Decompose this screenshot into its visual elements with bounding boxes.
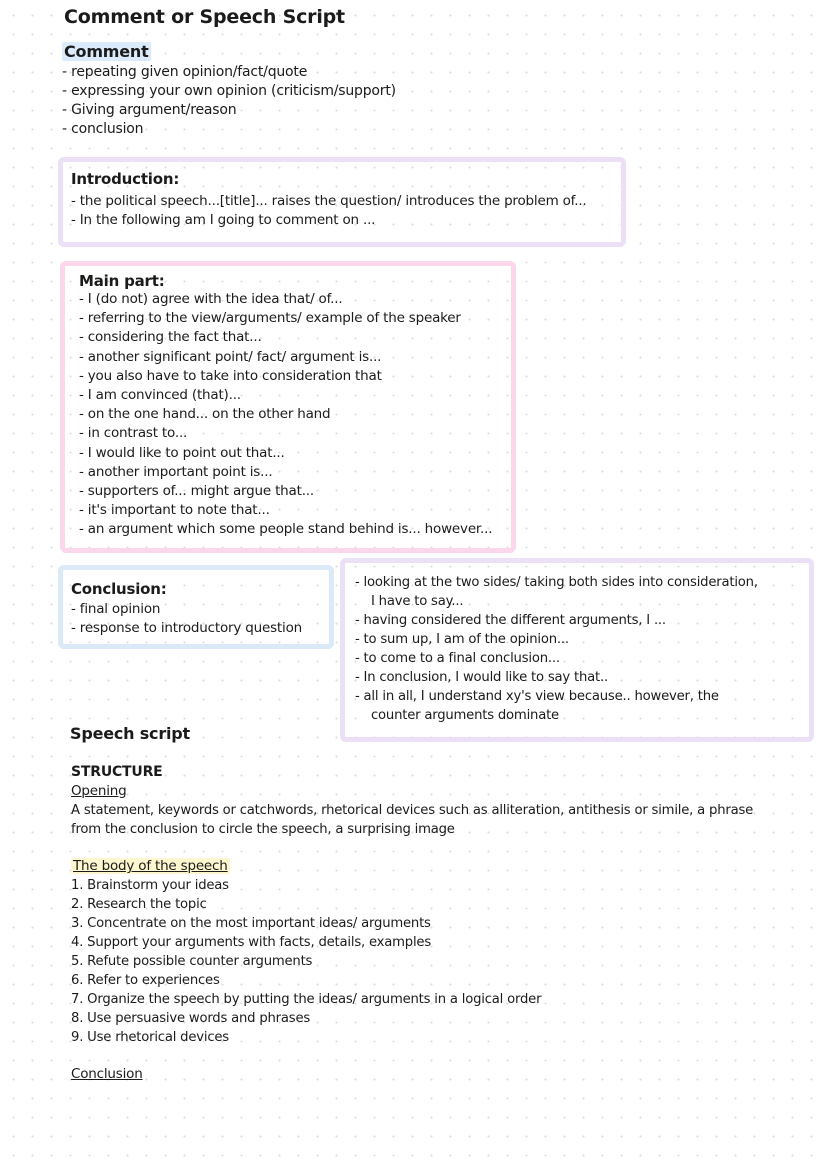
list-item: - in contrast to... xyxy=(79,425,188,442)
list-item: - I am convinced (that)... xyxy=(79,387,241,404)
list-item: 1. Brainstorm your ideas xyxy=(71,878,229,893)
opening-text-line: A statement, keywords or catchwords, rhetorical devices such as alliteration, antithesis or simile, a phrase xyxy=(71,803,754,818)
conclusion-phrases-box xyxy=(340,558,814,742)
comment-heading-label: Comment xyxy=(64,42,149,61)
list-item: - to come to a final conclusion... xyxy=(355,651,560,666)
list-item: 7. Organize the speech by putting the ideas/ arguments in a logical order xyxy=(71,992,542,1007)
list-item: - an argument which some people stand behind is... however... xyxy=(79,521,493,538)
list-item: - I (do not) agree with the idea that/ of... xyxy=(79,291,343,307)
comment-section xyxy=(62,42,396,139)
comment-list xyxy=(62,63,396,139)
introduction-heading: Introduction: xyxy=(71,170,180,188)
list-item: 3. Concentrate on the most important ideas/ arguments xyxy=(71,916,431,931)
introduction-list xyxy=(71,192,587,230)
list-item: - repeating given opinion/fact/quote xyxy=(62,64,308,80)
list-item: 8. Use persuasive words and phrases xyxy=(71,1011,311,1026)
list-item: - the political speech...[title]... raises the question/ introduces the problem of... xyxy=(71,193,587,209)
list-item: - conclusion xyxy=(62,121,144,137)
structure-label: STRUCTURE xyxy=(71,764,163,780)
conclusion-box xyxy=(58,565,334,649)
body-label-text: The body of the speech xyxy=(73,858,228,874)
list-item: I have to say... xyxy=(371,594,464,609)
body-list xyxy=(71,876,816,1047)
list-item: - to sum up, I am of the opinion... xyxy=(355,632,569,647)
list-item: - expressing your own opinion (criticism/support) xyxy=(62,83,396,99)
list-item: - another important point is... xyxy=(79,463,273,480)
list-item: - considering the fact that... xyxy=(79,329,262,346)
list-item: - having considered the different arguments, I ... xyxy=(355,613,666,628)
conclusion-list xyxy=(71,600,302,638)
opening-label: Opening xyxy=(71,783,127,799)
list-item: - you also have to take into consideration that xyxy=(79,367,382,384)
list-item: - final opinion xyxy=(71,601,161,617)
list-item: - supporters of... might argue that... xyxy=(79,483,314,500)
list-item: 6. Refer to experiences xyxy=(71,973,220,988)
main-part-heading: Main part: xyxy=(79,272,165,290)
page-title: Comment or Speech Script xyxy=(64,6,345,28)
list-item: 5. Refute possible counter arguments xyxy=(71,954,313,969)
list-item: - In the following am I going to comment on ... xyxy=(71,212,376,228)
list-item: - In conclusion, I would like to say that.. xyxy=(355,670,608,685)
conclusion-heading: Conclusion: xyxy=(71,580,167,598)
body-label xyxy=(71,857,816,876)
main-part-box xyxy=(60,261,516,553)
list-item: - referring to the view/arguments/ example of the speaker xyxy=(79,310,461,327)
list-item: - looking at the two sides/ taking both sides into consideration, xyxy=(355,575,758,590)
list-item: - all in all, I understand xy's view because.. however, the xyxy=(355,689,719,704)
list-item: - on the one hand... on the other hand xyxy=(79,406,331,423)
list-item: - it's important to note that... xyxy=(79,502,270,519)
list-item: 2. Research the topic xyxy=(71,897,207,912)
main-part-list xyxy=(79,290,492,540)
list-item: 4. Support your arguments with facts, details, examples xyxy=(71,935,432,950)
list-item: - I would like to point out that... xyxy=(79,444,285,461)
opening-text-line: from the conclusion to circle the speech, a surprising image xyxy=(71,822,455,837)
introduction-box xyxy=(58,157,626,247)
speech-script-section xyxy=(71,763,816,1084)
conclusion-label: Conclusion xyxy=(71,1066,143,1082)
comment-heading xyxy=(62,42,396,61)
list-item: - response to introductory question xyxy=(71,620,302,636)
speech-script-heading: Speech script xyxy=(70,724,191,743)
list-item: counter arguments dominate xyxy=(371,708,559,723)
list-item: 9. Use rhetorical devices xyxy=(71,1030,229,1045)
list-item: - another significant point/ fact/ argument is... xyxy=(79,348,382,365)
list-item: - Giving argument/reason xyxy=(62,102,237,118)
conclusion-phrases-list xyxy=(355,573,758,725)
